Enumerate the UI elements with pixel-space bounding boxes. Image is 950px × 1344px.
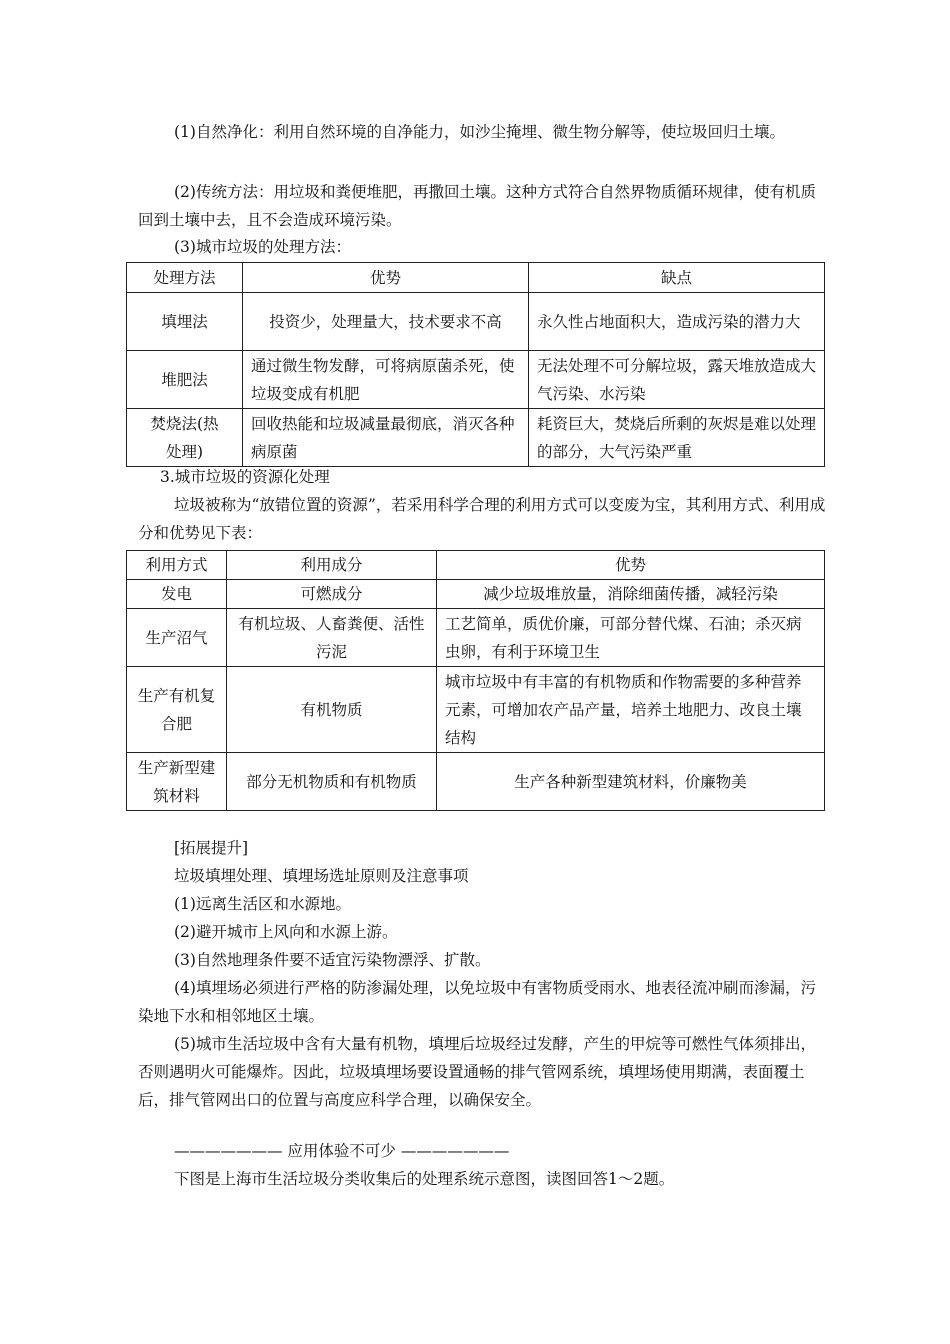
section-3-title: 3.城市垃圾的资源化处理 bbox=[160, 468, 330, 486]
table-cell: 发电 bbox=[127, 580, 227, 609]
extension-item-2: (2)避开城市上风向和水源上游。 bbox=[174, 923, 398, 941]
table-cell: 减少垃圾堆放量，消除细菌传播，减轻污染 bbox=[437, 580, 825, 609]
table-cell: 永久性占地面积大，造成污染的潜力大 bbox=[529, 293, 825, 351]
table-cell: 生产有机复合肥 bbox=[127, 667, 227, 753]
table-cell: 耗资巨大，焚烧后所剩的灰烬是难以处理的部分，大气污染严重 bbox=[529, 409, 825, 467]
paragraph-natural-purification: (1)自然净化：利用自然环境的自净能力，如沙尘掩埋、微生物分解等，使垃圾回归土壤。 bbox=[174, 123, 785, 141]
table-row bbox=[127, 351, 825, 409]
table-cell: 回收热能和垃圾减量最彻底，消灭各种病原菌 bbox=[243, 409, 529, 467]
table-row bbox=[127, 609, 825, 667]
table-cell: 部分无机物质和有机物质 bbox=[227, 753, 437, 811]
table-row bbox=[127, 409, 825, 467]
table-row bbox=[127, 293, 825, 351]
resource-utilization-table bbox=[126, 550, 825, 811]
extension-item-4: (4)填埋场必须进行严格的防渗漏处理，以免垃圾中有害物质受雨水、地表径流冲刷而渗漏，污染地下水和相邻地区土壤。 bbox=[138, 979, 816, 1025]
extension-item-5: (5)城市生活垃圾中含有大量有机物，填埋后垃圾经过发酵，产生的甲烷等可燃性气体须排出，否则遇明火可能爆炸。因此，垃圾填埋场要设置通畅的排气管网系统，填埋场使用期满，表面覆土后，排气管网出口的位置与高度应科学合理，以确保安全。 bbox=[138, 1035, 816, 1109]
table-header-cell: 利用成分 bbox=[227, 551, 437, 580]
table-cell: 填埋法 bbox=[127, 293, 243, 351]
section-divider: ——————— 应用体验不可少 ——————— bbox=[174, 1142, 510, 1160]
paragraph-traditional-method: (2)传统方法：用垃圾和粪便堆肥，再撒回土壤。这种方式符合自然界物质循环规律，使有机质回到土壤中去，且不会造成环境污染。 bbox=[138, 183, 816, 229]
table-row bbox=[127, 753, 825, 811]
table-cell: 生产沼气 bbox=[127, 609, 227, 667]
table-cell: 城市垃圾中有丰富的有机物质和作物需要的多种营养元素，可增加农产品产量，培养土地肥力、改良土壤结构 bbox=[437, 667, 825, 753]
paragraph-city-methods-heading: (3)城市垃圾的处理方法： bbox=[174, 238, 351, 256]
table-cell: 有机物质 bbox=[227, 667, 437, 753]
table-cell: 有机垃圾、人畜粪便、活性污泥 bbox=[227, 609, 437, 667]
extension-heading: [拓展提升] bbox=[174, 839, 249, 857]
table-cell: 堆肥法 bbox=[127, 351, 243, 409]
table-cell: 焚烧法(热处理) bbox=[127, 409, 243, 467]
table-header-row bbox=[127, 263, 825, 293]
table-cell: 可燃成分 bbox=[227, 580, 437, 609]
table-header-cell: 缺点 bbox=[529, 263, 825, 293]
table-cell: 工艺简单，质优价廉，可部分替代煤、石油；杀灭病虫卵，有利于环境卫生 bbox=[437, 609, 825, 667]
extension-item-3: (3)自然地理条件要不适宜污染物漂浮、扩散。 bbox=[174, 951, 491, 969]
table-header-cell: 优势 bbox=[243, 263, 529, 293]
treatment-methods-table bbox=[126, 262, 825, 467]
table-header-cell: 利用方式 bbox=[127, 551, 227, 580]
table-cell: 通过微生物发酵，可将病原菌杀死，使垃圾变成有机肥 bbox=[243, 351, 529, 409]
table-row bbox=[127, 667, 825, 753]
extension-subtitle: 垃圾填埋处理、填埋场选址原则及注意事项 bbox=[174, 867, 469, 885]
table-cell: 投资少，处理量大，技术要求不高 bbox=[243, 293, 529, 351]
table-header-row bbox=[127, 551, 825, 580]
extension-item-1: (1)远离生活区和水源地。 bbox=[174, 895, 351, 913]
final-question-intro: 下图是上海市生活垃圾分类收集后的处理系统示意图，读图回答1～2题。 bbox=[174, 1170, 675, 1188]
table-cell: 生产新型建筑材料 bbox=[127, 753, 227, 811]
table-header-cell: 处理方法 bbox=[127, 263, 243, 293]
table-row bbox=[127, 580, 825, 609]
paragraph-resource-intro: 垃圾被称为“放错位置的资源”，若采用科学合理的利用方式可以变废为宝，其利用方式、利用成分和优势见下表： bbox=[138, 496, 826, 542]
table-header-cell: 优势 bbox=[437, 551, 825, 580]
table-cell: 生产各种新型建筑材料，价廉物美 bbox=[437, 753, 825, 811]
table-cell: 无法处理不可分解垃圾，露天堆放造成大气污染、水污染 bbox=[529, 351, 825, 409]
